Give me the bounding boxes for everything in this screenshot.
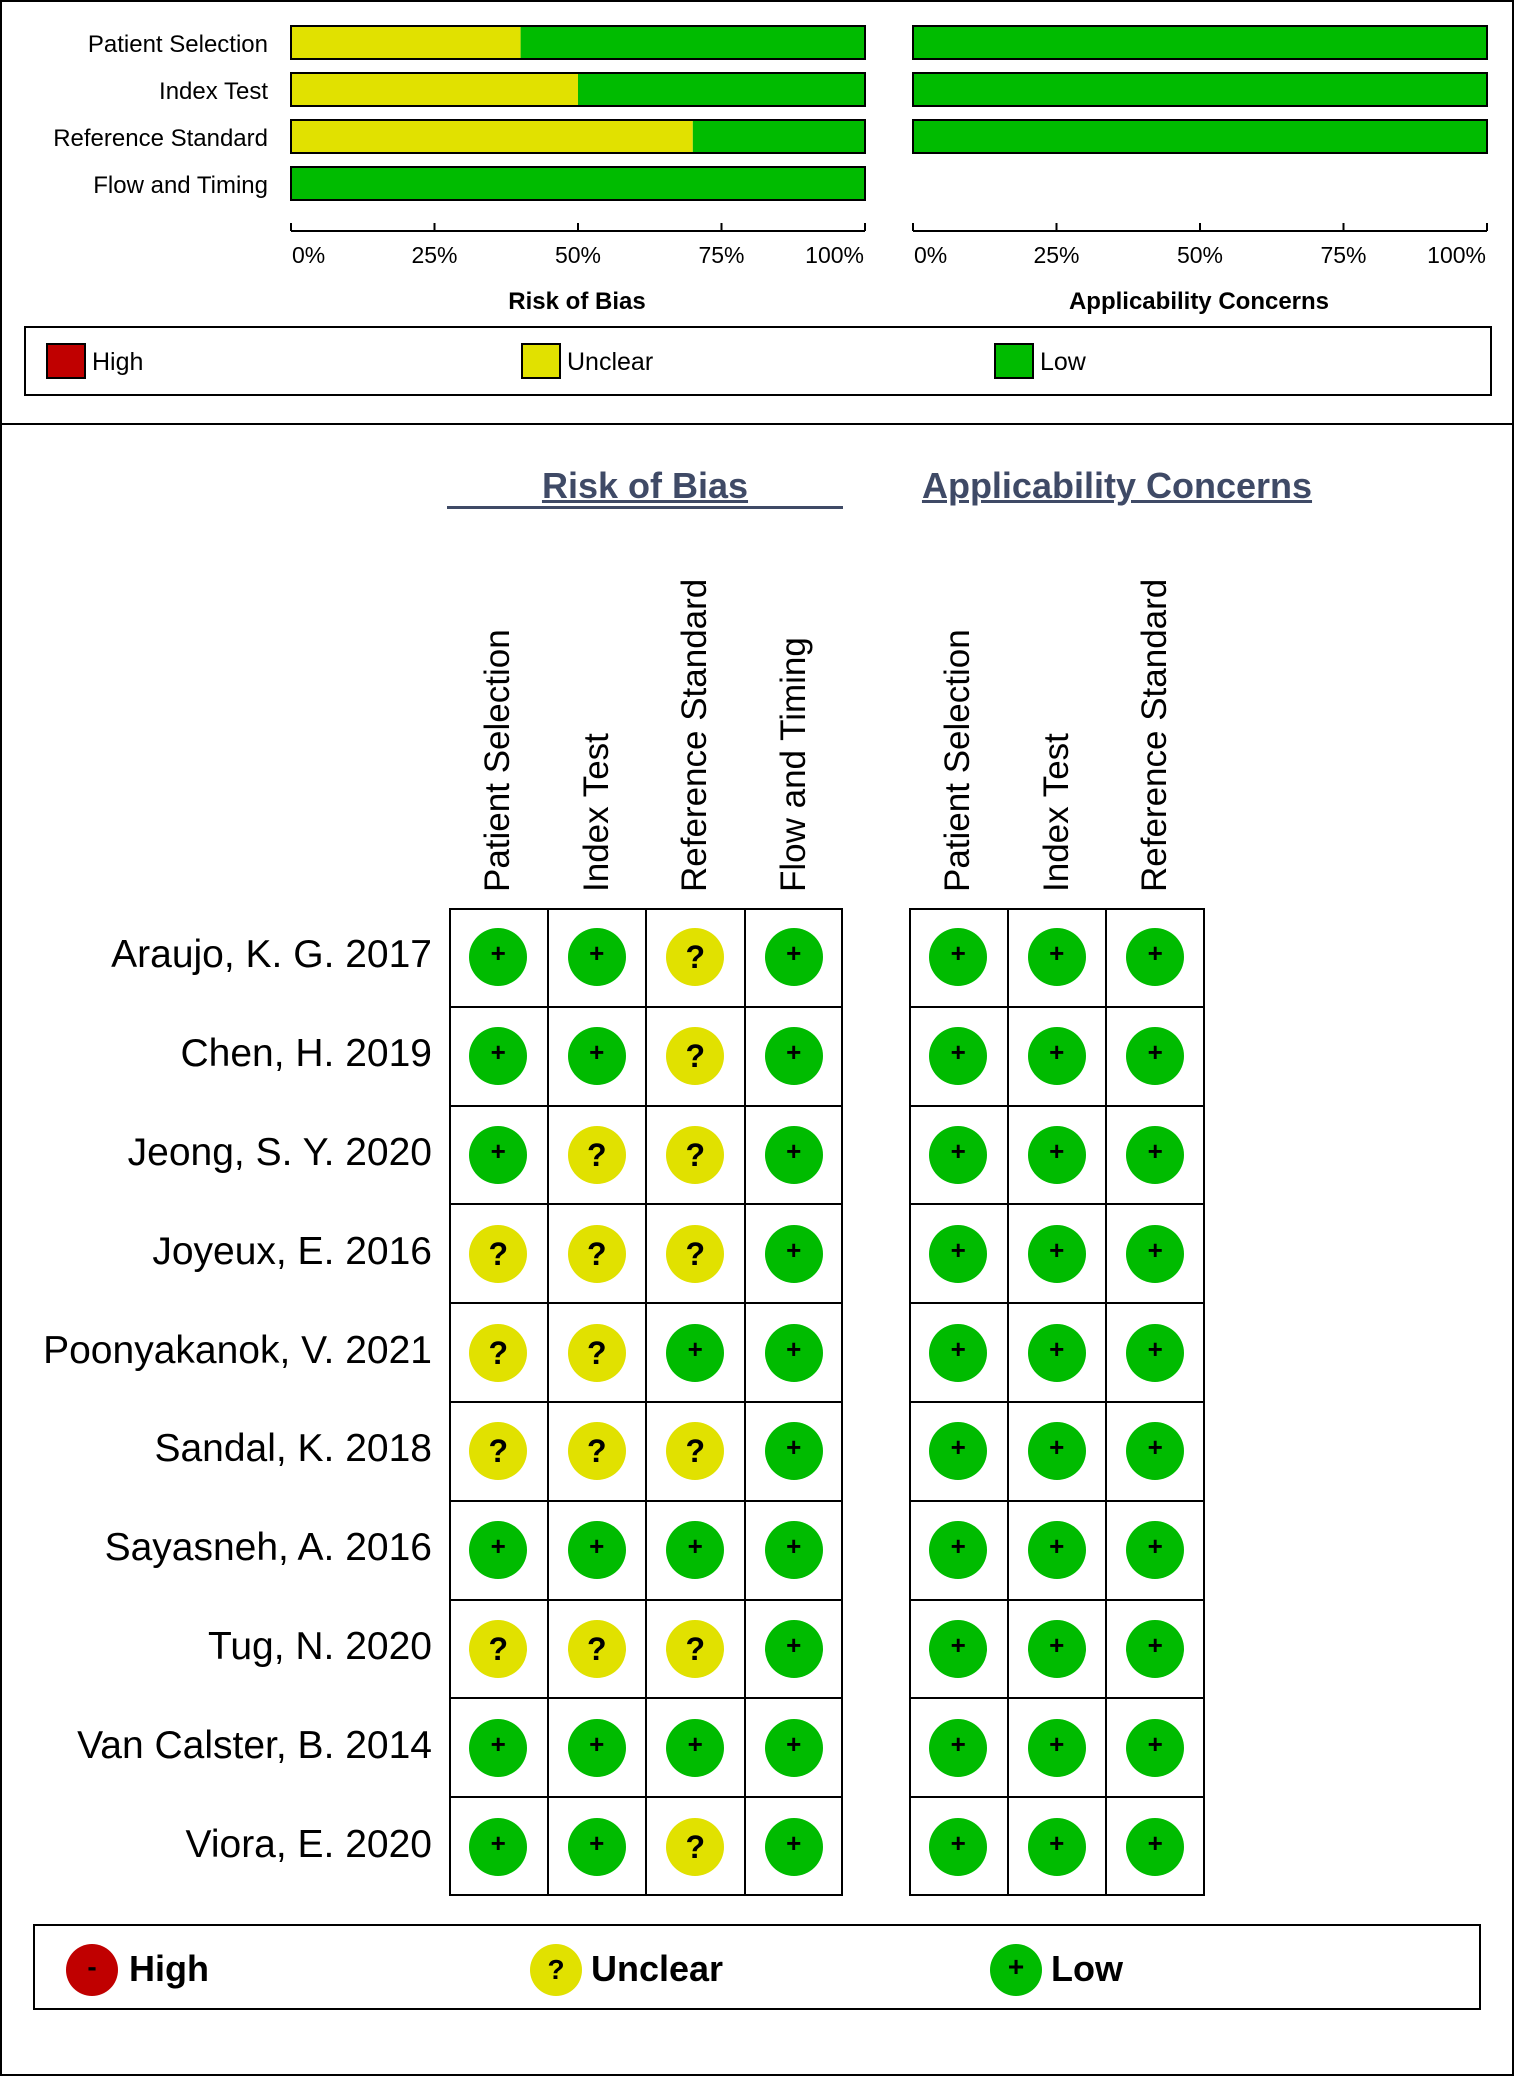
applicability-judgement-low-0-2: + xyxy=(1126,928,1184,986)
applicability-column-header-2: Reference Standard xyxy=(1135,578,1175,892)
applicability-judgement-low-4-1: + xyxy=(1028,1324,1086,1382)
study-label-0: Araujo, K. G. 2017 xyxy=(111,933,432,977)
risk-column-header-0: Patient Selection xyxy=(478,629,518,892)
applicability-judgement-low-3-1: + xyxy=(1028,1225,1086,1283)
study-label-1: Chen, H. 2019 xyxy=(180,1032,432,1076)
risk-column-header-1: Index Test xyxy=(576,733,616,892)
applicability-judgement-low-9-0: + xyxy=(929,1818,987,1876)
applicability-judgement-low-8-0: + xyxy=(929,1719,987,1777)
risk-judgement-low-6-1: + xyxy=(568,1521,626,1579)
risk-judgement-unclear-3-1: ? xyxy=(568,1225,626,1283)
risk-category-label-3: Flow and Timing xyxy=(93,172,268,199)
risk-judgement-unclear-7-2: ? xyxy=(666,1620,724,1678)
legend-low-circle: + xyxy=(990,1944,1042,1996)
applicability-column-header-1: Index Test xyxy=(1036,733,1076,892)
risk-judgement-low-0-1: + xyxy=(568,928,626,986)
applicability-grid-hline-8 xyxy=(909,1697,1205,1699)
study-label-3: Joyeux, E. 2016 xyxy=(152,1229,432,1273)
risk-bar-low-0 xyxy=(521,26,865,59)
risk-judgement-low-1-3: + xyxy=(765,1027,823,1085)
risk-judgement-unclear-4-0: ? xyxy=(469,1324,527,1382)
applicability-judgement-low-2-2: + xyxy=(1126,1126,1184,1184)
applicability-bar-low-0 xyxy=(913,26,1487,59)
applicability-judgement-low-5-1: + xyxy=(1028,1422,1086,1480)
risk-grid-hline-1 xyxy=(449,1006,843,1008)
applicability-judgement-low-7-1: + xyxy=(1028,1620,1086,1678)
risk-x-tick-label-4: 100% xyxy=(805,242,864,268)
applicability-judgement-low-1-1: + xyxy=(1028,1027,1086,1085)
risk-judgement-low-6-0: + xyxy=(469,1521,527,1579)
applicability-judgement-low-5-2: + xyxy=(1126,1422,1184,1480)
risk-bar-low-1 xyxy=(578,73,865,106)
risk-of-bias-axis-title: Risk of Bias xyxy=(508,288,646,315)
risk-judgement-low-0-0: + xyxy=(469,928,527,986)
legend-unclear-circle: ? xyxy=(530,1944,582,1996)
legend-unclear-text: Unclear xyxy=(591,1948,724,1989)
risk-judgement-unclear-5-0: ? xyxy=(469,1422,527,1480)
study-label-2: Jeong, S. Y. 2020 xyxy=(127,1131,432,1174)
study-label-7: Tug, N. 2020 xyxy=(207,1625,432,1668)
risk-x-tick-label-0: 0% xyxy=(292,242,326,268)
applicability-grid-hline-1 xyxy=(909,1006,1205,1008)
risk-x-tick-label-2: 50% xyxy=(554,242,602,268)
risk-judgement-low-6-3: + xyxy=(765,1521,823,1579)
applicability-grid-hline-4 xyxy=(909,1302,1205,1304)
risk-judgement-low-1-1: + xyxy=(568,1027,626,1085)
risk-judgement-low-5-3: + xyxy=(765,1422,823,1480)
applicability-header: Applicability Concerns xyxy=(921,465,1313,506)
risk-grid-hline-2 xyxy=(449,1105,843,1107)
applicability-x-tick-label-3: 75% xyxy=(1320,242,1367,268)
risk-judgement-low-8-1: + xyxy=(568,1719,626,1777)
risk-column-header-2: Reference Standard xyxy=(675,578,715,892)
applicability-axis-title: Applicability Concerns xyxy=(1068,288,1330,315)
risk-judgement-low-7-3: + xyxy=(765,1620,823,1678)
applicability-judgement-low-8-1: + xyxy=(1028,1719,1086,1777)
legend-high-circle: - xyxy=(66,1944,118,1996)
applicability-judgement-low-6-0: + xyxy=(929,1521,987,1579)
study-label-5: Sandal, K. 2018 xyxy=(154,1427,432,1471)
applicability-bar-low-1 xyxy=(913,73,1487,106)
applicability-x-tick-label-2: 50% xyxy=(1176,242,1224,268)
risk-judgement-unclear-0-2: ? xyxy=(666,928,724,986)
risk-judgement-unclear-3-2: ? xyxy=(666,1225,724,1283)
applicability-judgement-low-2-0: + xyxy=(929,1126,987,1184)
risk-category-label-0: Patient Selection xyxy=(87,31,268,58)
legend-high-label: High xyxy=(92,348,144,376)
risk-bar-unclear-2 xyxy=(291,120,693,153)
study-label-8: Van Calster, B. 2014 xyxy=(77,1723,432,1767)
applicability-judgement-low-1-2: + xyxy=(1126,1027,1184,1085)
summary-legend xyxy=(24,326,1492,396)
applicability-judgement-low-4-0: + xyxy=(929,1324,987,1382)
applicability-grid-hline-7 xyxy=(909,1599,1205,1601)
risk-judgement-low-4-2: + xyxy=(666,1324,724,1382)
applicability-judgement-low-7-0: + xyxy=(929,1620,987,1678)
summary-charts-svg xyxy=(0,0,1514,300)
risk-judgement-low-2-0: + xyxy=(469,1126,527,1184)
risk-category-label-2: Reference Standard xyxy=(53,125,268,152)
risk-judgement-unclear-4-1: ? xyxy=(568,1324,626,1382)
applicability-grid-hline-9 xyxy=(909,1796,1205,1798)
applicability-judgement-low-9-1: + xyxy=(1028,1818,1086,1876)
applicability-x-tick-label-1: 25% xyxy=(1033,242,1080,268)
applicability-x-tick-label-0: 0% xyxy=(914,242,948,268)
risk-judgement-low-4-3: + xyxy=(765,1324,823,1382)
risk-grid-hline-9 xyxy=(449,1796,843,1798)
applicability-judgement-low-0-0: + xyxy=(929,928,987,986)
risk-grid-hline-6 xyxy=(449,1500,843,1502)
applicability-judgement-low-3-0: + xyxy=(929,1225,987,1283)
risk-judgement-low-9-3: + xyxy=(765,1818,823,1876)
risk-judgement-low-2-3: + xyxy=(765,1126,823,1184)
risk-judgement-unclear-5-1: ? xyxy=(568,1422,626,1480)
risk-category-label-1: Index Test xyxy=(159,78,268,105)
study-label-9: Viora, E. 2020 xyxy=(185,1822,432,1866)
risk-bar-low-2 xyxy=(693,120,865,153)
traffic-light-legend xyxy=(33,1924,1481,2010)
risk-column-header-3: Flow and Timing xyxy=(773,637,813,892)
legend-high-swatch xyxy=(46,343,86,379)
applicability-judgement-low-1-0: + xyxy=(929,1027,987,1085)
legend-unclear-swatch xyxy=(521,343,561,379)
legend-low-swatch xyxy=(994,343,1034,379)
risk-x-tick-label-3: 75% xyxy=(698,242,745,268)
applicability-grid-hline-2 xyxy=(909,1105,1205,1107)
risk-judgement-low-9-0: + xyxy=(469,1818,527,1876)
legend-high-text: High xyxy=(129,1948,209,1989)
applicability-judgement-low-3-2: + xyxy=(1126,1225,1184,1283)
risk-judgement-low-9-1: + xyxy=(568,1818,626,1876)
study-label-6: Sayasneh, A. 2016 xyxy=(104,1526,432,1570)
applicability-grid-hline-3 xyxy=(909,1203,1205,1205)
legend-low-text: Low xyxy=(1051,1948,1123,1989)
risk-grid-hline-8 xyxy=(449,1697,843,1699)
applicability-grid-hline-5 xyxy=(909,1401,1205,1403)
risk-judgement-low-8-2: + xyxy=(666,1719,724,1777)
applicability-judgement-low-7-2: + xyxy=(1126,1620,1184,1678)
applicability-judgement-low-9-2: + xyxy=(1126,1818,1184,1876)
risk-judgement-unclear-7-1: ? xyxy=(568,1620,626,1678)
risk-of-bias-header: Risk of Bias xyxy=(541,465,749,506)
risk-bar-unclear-1 xyxy=(291,73,578,106)
risk-judgement-unclear-7-0: ? xyxy=(469,1620,527,1678)
risk-judgement-low-6-2: + xyxy=(666,1521,724,1579)
risk-judgement-low-8-3: + xyxy=(765,1719,823,1777)
risk-judgement-low-8-0: + xyxy=(469,1719,527,1777)
risk-of-bias-header-rule xyxy=(447,506,843,509)
applicability-judgement-low-4-2: + xyxy=(1126,1324,1184,1382)
risk-judgement-low-3-3: + xyxy=(765,1225,823,1283)
risk-judgement-unclear-1-2: ? xyxy=(666,1027,724,1085)
risk-bar-unclear-0 xyxy=(291,26,521,59)
risk-judgement-low-1-0: + xyxy=(469,1027,527,1085)
applicability-judgement-low-6-2: + xyxy=(1126,1521,1184,1579)
applicability-judgement-low-6-1: + xyxy=(1028,1521,1086,1579)
applicability-grid-hline-6 xyxy=(909,1500,1205,1502)
applicability-judgement-low-8-2: + xyxy=(1126,1719,1184,1777)
risk-x-tick-label-1: 25% xyxy=(411,242,458,268)
legend-unclear-label: Unclear xyxy=(567,348,654,376)
applicability-judgement-low-2-1: + xyxy=(1028,1126,1086,1184)
applicability-bar-low-2 xyxy=(913,120,1487,153)
applicability-judgement-low-0-1: + xyxy=(1028,928,1086,986)
risk-grid-hline-5 xyxy=(449,1401,843,1403)
risk-judgement-unclear-2-2: ? xyxy=(666,1126,724,1184)
risk-judgement-unclear-9-2: ? xyxy=(666,1818,724,1876)
risk-judgement-low-0-3: + xyxy=(765,928,823,986)
risk-grid-hline-4 xyxy=(449,1302,843,1304)
risk-grid-hline-3 xyxy=(449,1203,843,1205)
applicability-x-tick-label-4: 100% xyxy=(1427,242,1486,268)
risk-judgement-unclear-2-1: ? xyxy=(568,1126,626,1184)
applicability-column-header-0: Patient Selection xyxy=(938,629,978,892)
risk-bar-low-3 xyxy=(291,167,865,200)
risk-judgement-unclear-5-2: ? xyxy=(666,1422,724,1480)
study-label-4: Poonyakanok, V. 2021 xyxy=(43,1328,432,1372)
applicability-judgement-low-5-0: + xyxy=(929,1422,987,1480)
legend-low-label: Low xyxy=(1040,348,1086,376)
risk-judgement-unclear-3-0: ? xyxy=(469,1225,527,1283)
risk-grid-hline-7 xyxy=(449,1599,843,1601)
